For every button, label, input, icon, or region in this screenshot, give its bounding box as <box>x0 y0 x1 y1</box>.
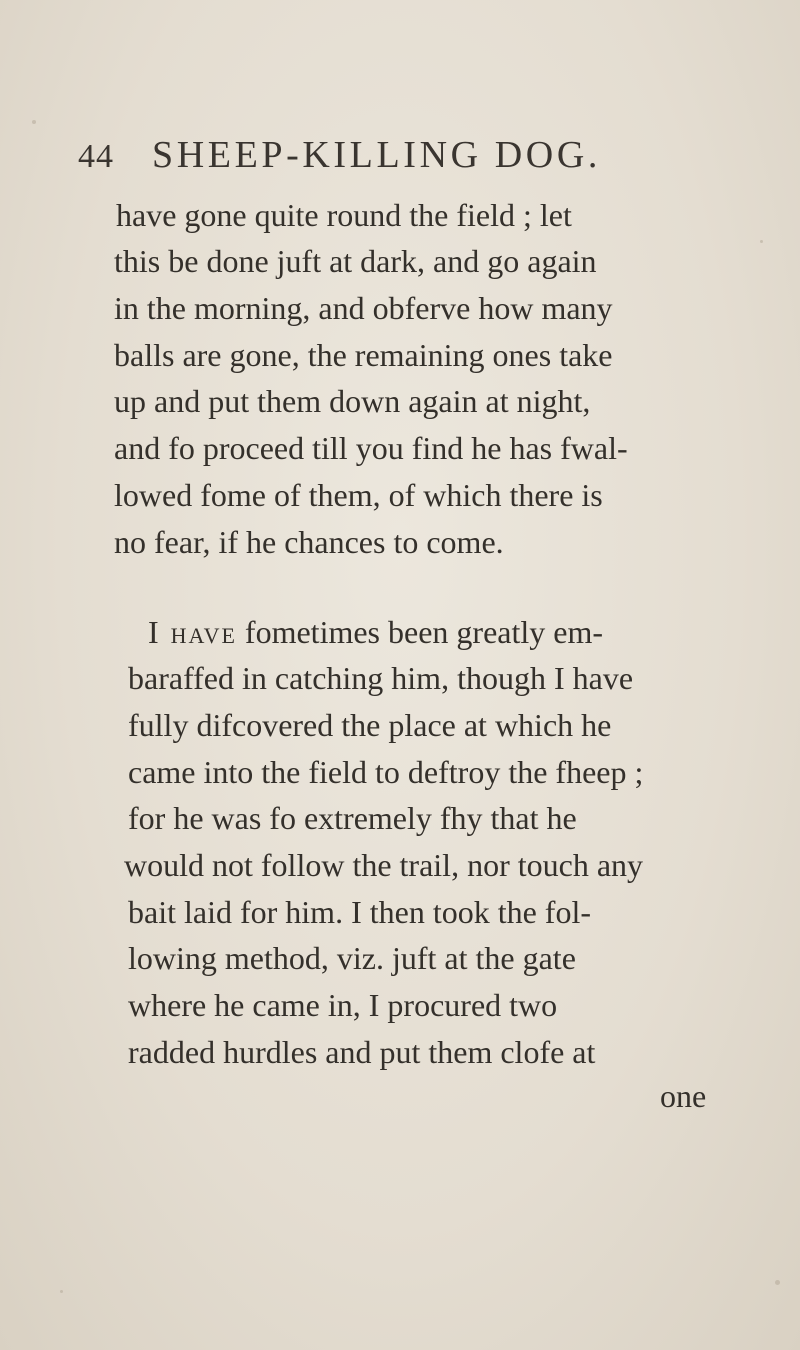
paper-speck <box>760 240 763 243</box>
text-line: in the morning, and obferve how many <box>114 290 613 326</box>
text-line: bait laid for him. I then took the fol- <box>128 894 591 930</box>
catchword: one <box>660 1078 707 1114</box>
text-line: came into the field to deftroy the fheep ; <box>128 754 644 790</box>
text-line: radded hurdles and put them clofe at <box>128 1034 596 1070</box>
text-line: baraffed in catching him, though I have <box>128 660 634 696</box>
text-line: this be done juft at dark, and go again <box>114 243 597 279</box>
paragraph-opening-line <box>148 610 603 654</box>
paper-speck <box>60 1290 63 1293</box>
text-line: have gone quite round the field ; let <box>116 197 572 233</box>
paragraph-opening-words: I have <box>148 614 237 650</box>
page-number: 44 <box>78 138 114 175</box>
text-line: lowing method, viz. juft at the gate <box>128 940 576 976</box>
text-line: would not follow the trail, nor touch any <box>124 847 644 883</box>
paper-speck <box>775 1280 780 1285</box>
text-line: up and put them down again at night, <box>114 383 591 419</box>
text-line: balls are gone, the remaining ones take <box>114 337 613 373</box>
page-header <box>78 133 601 183</box>
text-line: no fear, if he chances to come. <box>114 524 504 560</box>
text-line: where he came in, I procured two <box>128 987 558 1023</box>
running-title: SHEEP-KILLING DOG. <box>152 134 601 176</box>
text-line-rest: fometimes been greatly em- <box>244 614 603 650</box>
text-line: for he was fo extremely fhy that he <box>128 800 577 836</box>
text-line: fully difcovered the place at which he <box>128 707 612 743</box>
paper-speck <box>32 120 36 124</box>
text-line: and fo proceed till you find he has fwal- <box>114 430 628 466</box>
text-line: lowed fome of them, of which there is <box>114 477 603 513</box>
